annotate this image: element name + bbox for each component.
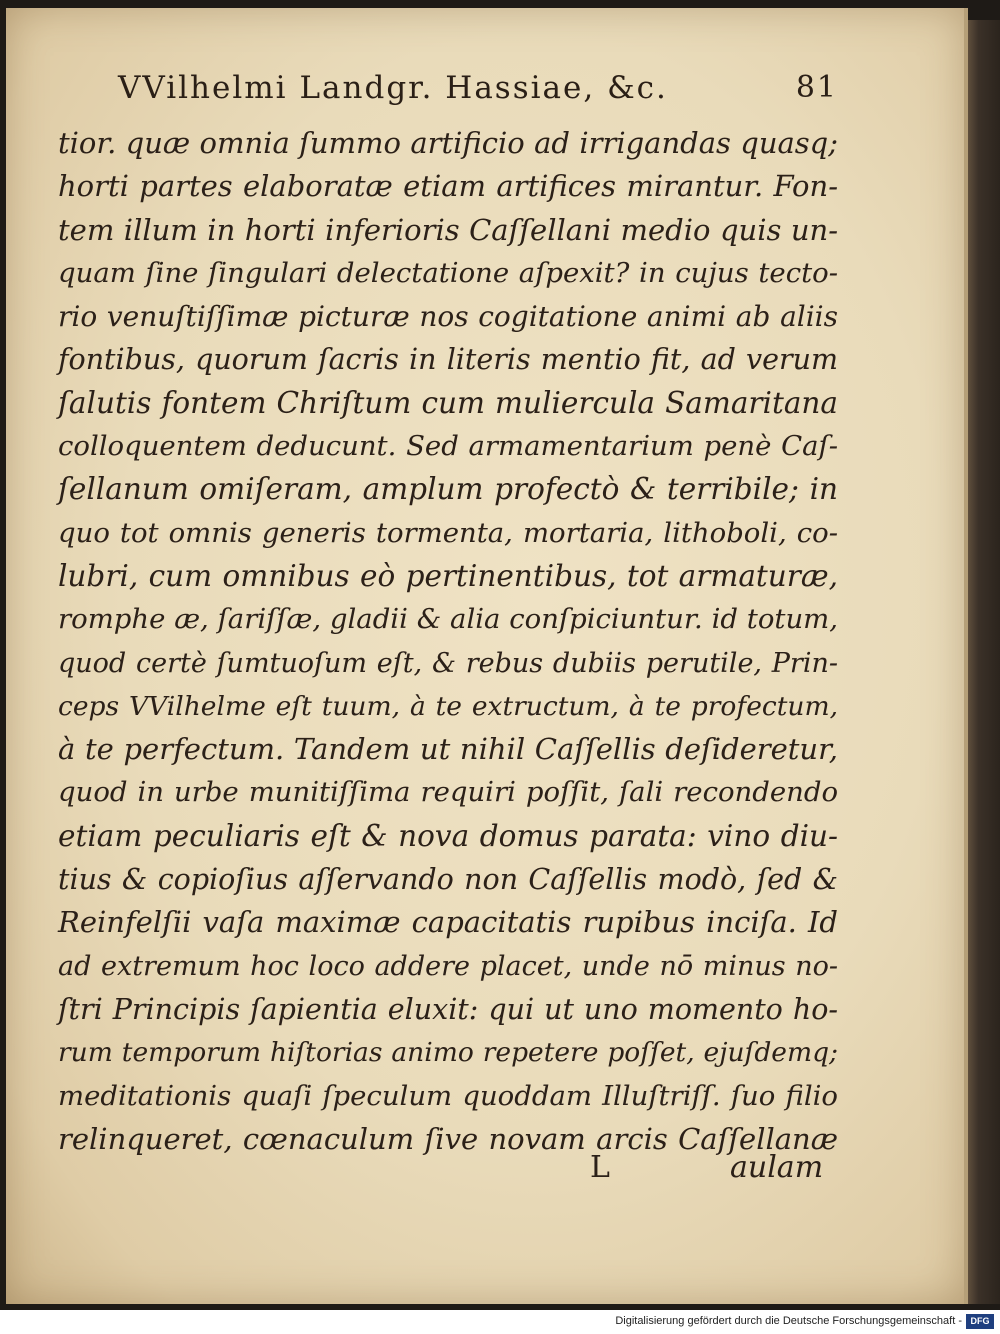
text-line: tior. quæ omnia ſummo artificio ad irrigandas quasq;: [58, 126, 838, 160]
text-line: romphe æ, ſariſſæ, gladii & alia conſpiciuntur. id totum,: [58, 603, 838, 636]
page-header: [118, 70, 838, 120]
digitization-footer: [0, 1310, 1000, 1334]
text-line: ſellanum omiſeram, amplum profectò & terribile; in: [58, 472, 838, 507]
text-line: etiam peculiaris eſt & nova domus parata: vino diu-: [58, 818, 838, 853]
text-line: quod certè ſumtuoſum eſt, & rebus dubiis perutile, Prin-: [58, 647, 838, 679]
text-line: ſtri Principis ſapientia eluxit: qui ut uno momento ho-: [58, 992, 838, 1026]
text-line: ad extremum hoc loco addere placet, unde nō minus no-: [58, 950, 838, 982]
text-line: relinqueret, cœnaculum ſive novam arcis Caſſellanæ: [58, 1121, 838, 1156]
text-line: à te perfectum. Tandem ut nihil Caſſellis deſideretur,: [58, 732, 838, 767]
text-line: Reinfelſii vaſa maximæ capacitatis rupibus inciſa. Id: [58, 905, 838, 940]
text-line: ſalutis fontem Chriſtum cum muliercula Samaritana: [58, 385, 838, 420]
text-line: tem illum in horti inferioris Caſſellani medio quis un-: [58, 212, 838, 247]
text-line: quo tot omnis generis tormenta, mortaria, lithoboli, co-: [58, 516, 838, 549]
body-text: [58, 122, 838, 1161]
text-line: fontibus, quorum ſacris in literis mentio fit, ad verum: [58, 343, 838, 377]
text-line: colloquentem deducunt. Sed armamentarium penè Caſ-: [58, 430, 838, 463]
text-line: meditationis quaſi ſpeculum quoddam Illuſtriſſ. ſuo filio: [58, 1079, 838, 1112]
dfg-logo-icon: DFG: [966, 1314, 994, 1329]
text-line: rio venuſtiſſimæ picturæ nos cogitatione animi ab aliis: [58, 300, 838, 334]
page-edge: [964, 20, 1000, 1304]
text-line: lubri, cum omnibus eò pertinentibus, tot armaturæ,: [58, 558, 838, 593]
catchword: aulam: [730, 1150, 824, 1185]
running-title: VVilhelmi Landgr. Hassiae, &c.: [118, 70, 668, 106]
text-line: quod in urbe munitiſſima requiri poſſit, ſali recondendo: [58, 776, 838, 809]
text-line: ceps VVilhelme eſt tuum, à te extructum, à te profectum,: [58, 690, 838, 722]
text-line: tius & copioſius aſſervando non Caſſellis modò, ſed &: [58, 863, 838, 897]
text-line: quam ſine ſingulari delectatione aſpexit? in cujus tecto-: [58, 256, 838, 289]
text-line: rum temporum hiſtorias animo repetere poſſet, ejuſdemq;: [58, 1037, 838, 1069]
funding-credit: Digitalisierung gefördert durch die Deutsche Forschungsgemeinschaft -: [615, 1315, 962, 1327]
text-line: horti partes elaboratæ etiam artifices mirantur. Fon-: [58, 169, 838, 204]
page-number: 81: [795, 70, 838, 105]
signature-mark: L: [590, 1150, 610, 1185]
